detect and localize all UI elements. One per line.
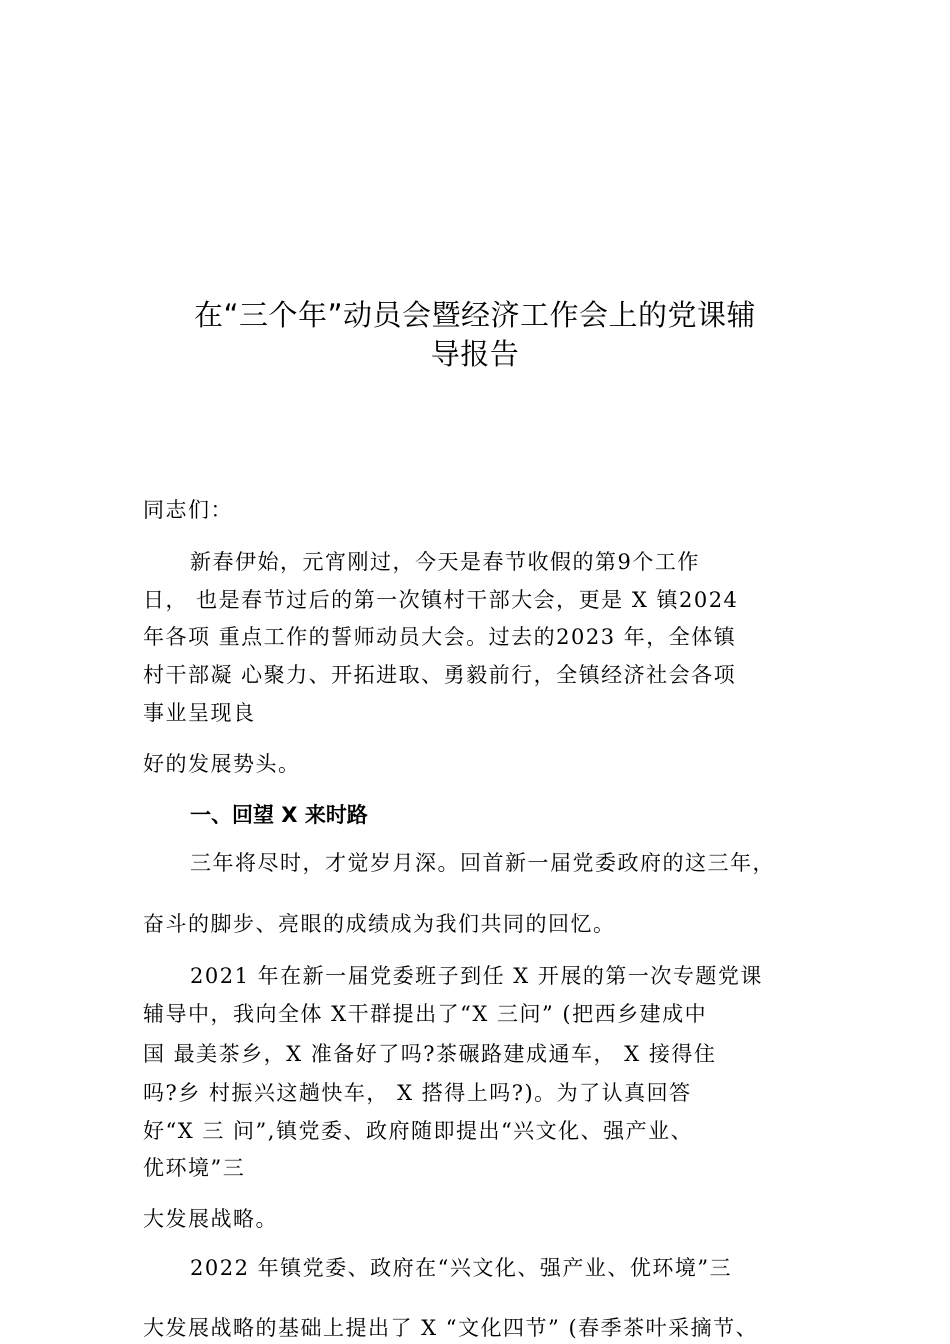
title-line-1: 在“三个年”动员会暨经济工作会上的党课辅 xyxy=(193,298,757,332)
paragraph-line: 大发展战略的基础上提出了 X “文化四节” (春季茶叶采摘节、 xyxy=(143,1316,759,1340)
paragraph-line: 吗?乡 村振兴这趟快车， X 搭得上吗?)。为了认真回答 xyxy=(143,1081,692,1105)
paragraph-line: 日， 也是春节过后的第一次镇村干部大会，更是 X 镇2024 xyxy=(143,588,739,612)
paragraph-line: 奋斗的脚步、亮眼的成绩成为我们共同的回忆。 xyxy=(143,912,616,936)
paragraph-line: 优环境”三 xyxy=(143,1156,246,1180)
paragraph-line: 好“X 三 问”,镇党委、政府随即提出“兴文化、强产业、 xyxy=(143,1119,694,1143)
paragraph-line: 2022 年镇党委、政府在“兴文化、强产业、优环境”三 xyxy=(190,1256,733,1280)
paragraph-line: 好的发展势头。 xyxy=(143,752,301,776)
section-heading: 一、回望 X 来时路 xyxy=(190,803,368,827)
paragraph-line: 三年将尽时，才觉岁月深。回首新一届党委政府的这三年， xyxy=(190,851,775,875)
paragraph-line: 大发展战略。 xyxy=(143,1207,278,1231)
paragraph-line: 年各项 重点工作的誓师动员大会。过去的2023 年，全体镇 xyxy=(143,625,737,649)
paragraph-line: 2021 年在新一届党委班子到任 X 开展的第一次专题党课 xyxy=(190,964,763,988)
paragraph-line: 辅导中，我向全体 X干群提出了“X 三问” (把西乡建成中 xyxy=(143,1002,708,1026)
paragraph-line: 新春伊始，元宵刚过，今天是春节收假的第9个工作 xyxy=(190,550,700,574)
salutation: 同志们： xyxy=(143,498,233,522)
document-title xyxy=(100,296,850,374)
paragraph-line: 国 最美茶乡，X 准备好了吗?茶碾路建成通车， X 接得住 xyxy=(143,1042,717,1066)
paragraph-line: 事业呈现良 xyxy=(143,701,256,725)
paragraph-line: 村干部凝 心聚力、开拓进取、勇毅前行，全镇经济社会各项 xyxy=(143,663,737,687)
title-line-2: 导报告 xyxy=(430,337,520,371)
